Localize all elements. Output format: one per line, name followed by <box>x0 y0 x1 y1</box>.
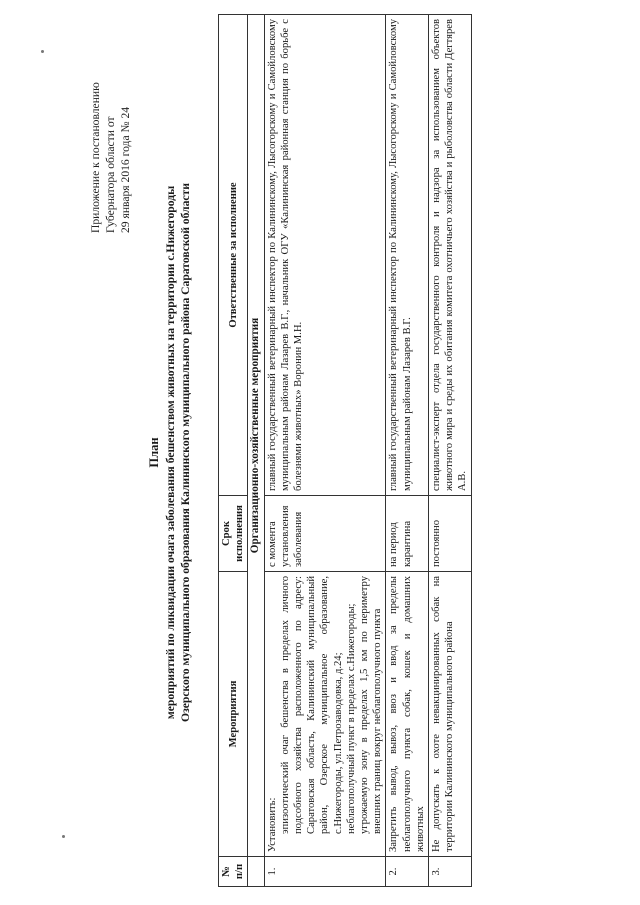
title-line-2: Озерского муниципального образования Калининского муниципального района Саратовской области <box>179 183 192 722</box>
row-measure <box>264 572 386 857</box>
header-term: Срок исполнения <box>219 496 248 572</box>
scan-speck <box>41 50 44 53</box>
table-header-row <box>219 15 248 887</box>
row-number: 3. <box>429 857 472 887</box>
header-num: № п/п <box>219 857 248 887</box>
measure-intro: Установить: <box>266 797 278 852</box>
measure-paragraph-1: эпизоотический очаг бешенства в пределах личного подсобного хозяйства расположенного по адресу: Саратовская область, Калининский муниципальный район, Озерское муниципальное образование, с.Нижегороды, ул.Петрозаводовка, д.24; <box>279 576 344 834</box>
row-term: на период карантина <box>386 496 429 572</box>
row-responsible: главный государственный ветеринарный инспектор по Калининскому, Лысогорскому и Самойловскому муниципальным районам Лазарев В.Г. <box>386 15 429 496</box>
appendix-note <box>88 33 133 233</box>
table-row <box>264 15 386 887</box>
header-measures: Мероприятия <box>219 572 248 857</box>
title-heading: План <box>147 437 161 468</box>
row-responsible: главный государственный ветеринарный инспектор по Калининскому, Лысогорскому и Самойловскому муниципальным районам Лазарев В.Г., начальник ОГУ «Калининская районная станция по борьбе с болезнями животных» Воронин М.Н. <box>264 15 386 496</box>
appendix-line-2: Губернатора области от <box>104 116 117 233</box>
appendix-line-3: 29 января 2016 года № 24 <box>119 106 132 233</box>
document-title <box>147 0 194 905</box>
row-term: с момента установления заболевания <box>264 496 386 572</box>
header-responsible: Ответственные за исполнение <box>219 15 248 496</box>
row-number: 2. <box>386 857 429 887</box>
title-line-1: мероприятий по ликвидации очага заболевания бешенством животных на территории с.Нижегороды <box>163 185 177 720</box>
measure-paragraph-2: неблагополучный пункт в пределах с.Нижегороды; <box>345 603 357 834</box>
appendix-line-1: Приложение к постановлению <box>89 82 102 233</box>
plan-table <box>218 14 472 887</box>
row-term: постоянно <box>429 496 472 572</box>
measure-paragraph-3: угрожаемую зону в пределах 1,5 км по периметру внешних границ вокруг неблагополучного пункта <box>359 576 384 834</box>
table-row <box>429 15 472 887</box>
scan-speck <box>62 835 65 838</box>
row-measure: Не допускать к охоте невакцинированных собак на территории Калининского муниципального района <box>429 572 472 857</box>
row-measure: Запретить вывод, вывоз, ввоз и ввод за пределы неблагополучного пункта собак, кошек и домашних животных <box>386 572 429 857</box>
section-title: Организационно-хозяйственные мероприятия <box>248 15 264 857</box>
table-row <box>386 15 429 887</box>
section-row <box>248 15 264 887</box>
row-responsible: специалист-эксперт отдела государственного контроля и надзора за использованием объектов животного мира и среды их обитания комитета охотничьего хозяйства и рыболовства области Дегтярев А.В. <box>429 15 472 496</box>
row-number: 1. <box>264 857 386 887</box>
